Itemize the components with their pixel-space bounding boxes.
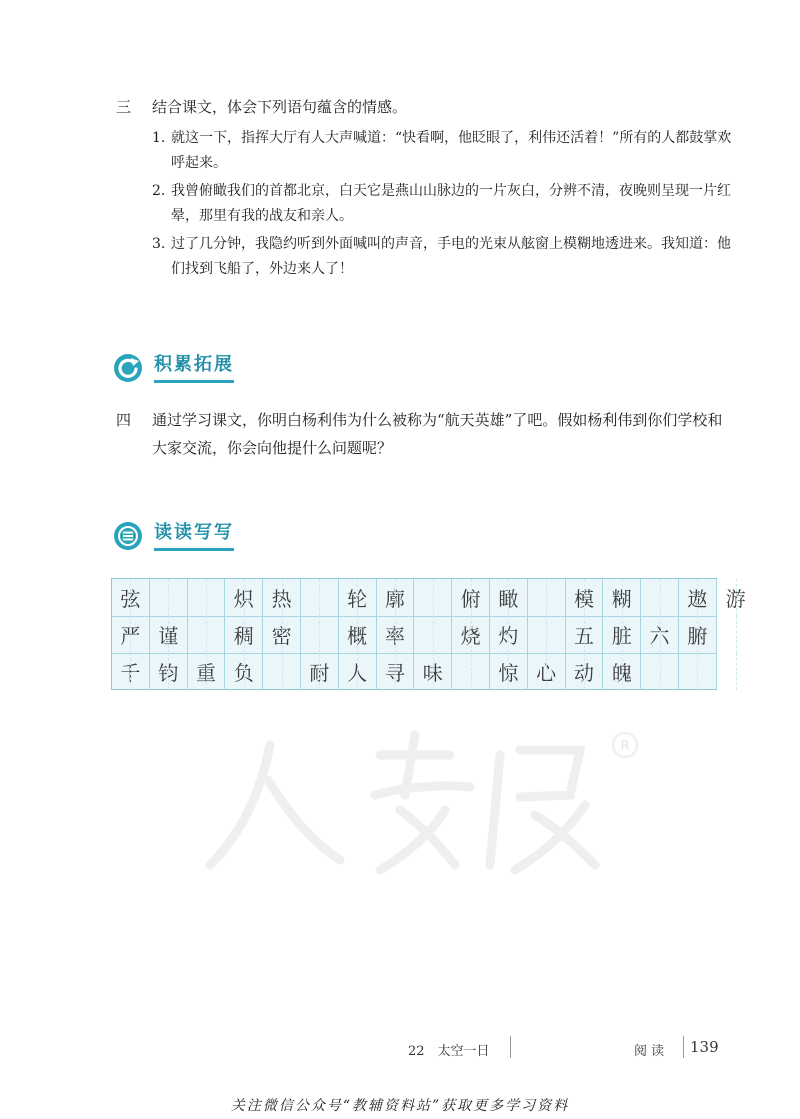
item-number: 1. xyxy=(152,130,166,146)
grid-cell xyxy=(717,616,755,653)
publisher-watermark xyxy=(200,725,660,875)
refresh-arrow-icon xyxy=(112,352,144,384)
grid-cell: 魄 xyxy=(603,653,641,690)
grid-cell xyxy=(641,653,679,690)
accumulate-header xyxy=(112,352,234,384)
item-number: 3. xyxy=(152,236,166,252)
grid-cell: 五 xyxy=(566,616,604,653)
grid-row xyxy=(112,616,716,653)
bottom-note: 关注微信公众号“教辅资料站”获取更多学习资料 xyxy=(230,1098,570,1114)
footer-divider xyxy=(510,1036,511,1058)
grid-cell xyxy=(150,579,188,616)
exercise-item xyxy=(152,126,736,176)
grid-cell: 概 xyxy=(339,616,377,653)
item-number: 2. xyxy=(152,183,166,199)
grid-cell: 千 xyxy=(112,653,150,690)
grid-cell: 密 xyxy=(263,616,301,653)
exercise-section-4 xyxy=(116,406,736,462)
exercise-section-3 xyxy=(116,96,736,285)
grid-cell xyxy=(717,653,755,690)
grid-cell: 灼 xyxy=(490,616,528,653)
grid-cell: 脏 xyxy=(603,616,641,653)
grid-cell: 模 xyxy=(566,579,604,616)
grid-cell xyxy=(414,616,452,653)
grid-cell xyxy=(263,653,301,690)
svg-text:R: R xyxy=(620,739,630,754)
grid-cell: 炽 xyxy=(225,579,263,616)
grid-row xyxy=(112,653,716,690)
grid-cell: 瞰 xyxy=(490,579,528,616)
grid-cell xyxy=(679,653,717,690)
grid-cell xyxy=(188,579,226,616)
item-text: 过了几分钟，我隐约听到外面喊叫的声音，手电的光束从舷窗上模糊地透进来。我知道：他们找到飞船了，外边来人了！ xyxy=(171,236,731,277)
reading-header xyxy=(112,520,234,552)
grid-cell: 糊 xyxy=(603,579,641,616)
grid-cell xyxy=(301,579,339,616)
grid-cell: 廓 xyxy=(377,579,415,616)
grid-cell xyxy=(452,653,490,690)
grid-cell: 轮 xyxy=(339,579,377,616)
grid-cell: 钧 xyxy=(150,653,188,690)
exercise-header xyxy=(116,96,736,118)
grid-cell: 严 xyxy=(112,616,150,653)
page-number: 139 xyxy=(690,1038,719,1056)
grid-cell xyxy=(414,579,452,616)
grid-cell: 遨 xyxy=(679,579,717,616)
exercise-item xyxy=(152,179,736,229)
grid-cell: 心 xyxy=(528,653,566,690)
grid-cell: 耐 xyxy=(301,653,339,690)
grid-cell xyxy=(528,579,566,616)
grid-cell: 动 xyxy=(566,653,604,690)
item-text: 就这一下，指挥大厅有人大声喊道：“快看啊，他眨眼了，利伟还活着！”所有的人都鼓掌欢呼起来。 xyxy=(171,130,732,171)
grid-cell: 烧 xyxy=(452,616,490,653)
exercise-number: 三 xyxy=(116,98,132,116)
grid-cell: 负 xyxy=(225,653,263,690)
exercise-title: 结合课文，体会下列语句蕴含的情感。 xyxy=(152,98,408,116)
list-menu-icon xyxy=(112,520,144,552)
grid-cell: 游 xyxy=(717,579,755,616)
footer-divider xyxy=(683,1036,684,1058)
item-text: 我曾俯瞰我们的首都北京，白天它是燕山山脉边的一片灰白，分辨不清，夜晚则呈现一片红晕，那里有我的战友和亲人。 xyxy=(171,183,731,224)
exercise-number: 四 xyxy=(116,411,132,429)
grid-cell: 谨 xyxy=(150,616,188,653)
grid-cell xyxy=(188,616,226,653)
grid-cell xyxy=(301,616,339,653)
grid-cell: 率 xyxy=(377,616,415,653)
grid-cell: 稠 xyxy=(225,616,263,653)
footer-lesson: 22 太空一日 xyxy=(408,1044,490,1059)
grid-cell: 人 xyxy=(339,653,377,690)
accumulate-title: 积累拓展 xyxy=(154,353,234,383)
writing-grid xyxy=(111,578,746,690)
grid-cell: 六 xyxy=(641,616,679,653)
exercise-header xyxy=(116,406,736,462)
footer-unit: 阅 读 xyxy=(634,1044,665,1059)
grid-cell: 味 xyxy=(414,653,452,690)
grid-cell: 俯 xyxy=(452,579,490,616)
grid-row xyxy=(112,579,746,616)
grid-cell xyxy=(641,579,679,616)
exercise-text: 通过学习课文，你明白杨利伟为什么被称为“航天英雄”了吧。假如杨利伟到你们学校和大家交流，你会向他提什么问题呢？ xyxy=(152,411,723,457)
grid-cell: 弦 xyxy=(112,579,150,616)
grid-cell: 寻 xyxy=(377,653,415,690)
reading-title: 读读写写 xyxy=(154,521,234,551)
grid-cell: 热 xyxy=(263,579,301,616)
grid-cell xyxy=(528,616,566,653)
exercise-items xyxy=(152,126,736,282)
grid-cell: 惊 xyxy=(490,653,528,690)
grid-cell: 腑 xyxy=(679,616,717,653)
exercise-item xyxy=(152,232,736,282)
grid-cell: 重 xyxy=(188,653,226,690)
